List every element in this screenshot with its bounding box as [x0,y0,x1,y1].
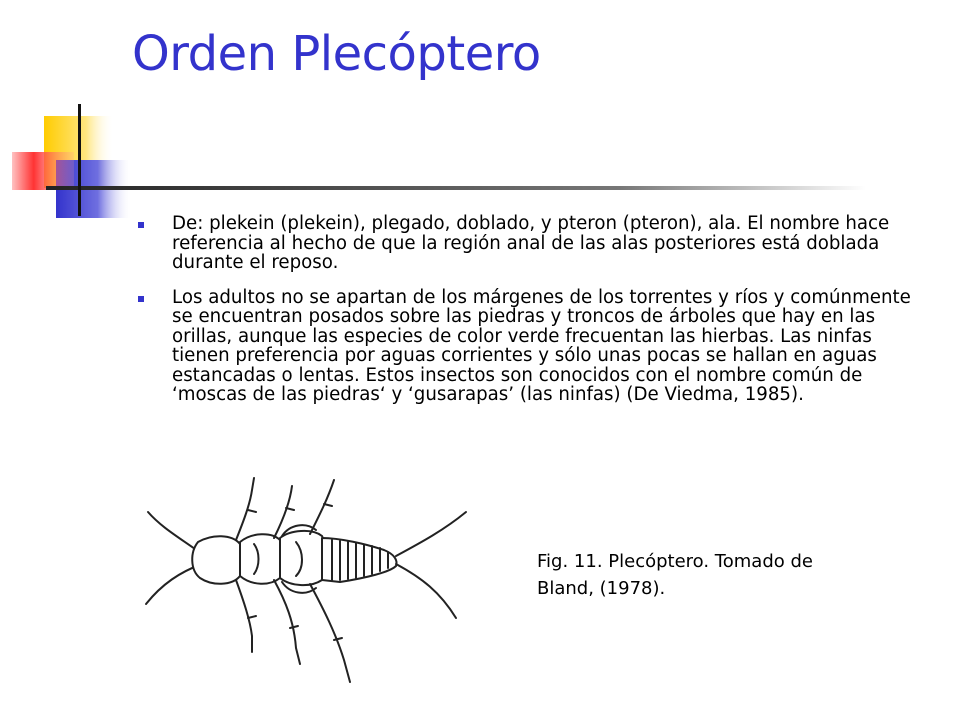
deco-vertical-rule [78,104,81,216]
deco-horizontal-rule [46,186,866,190]
stonefly-nymph-illustration [140,468,490,718]
bullet-item [135,288,935,405]
bullet-item [135,214,935,273]
slide-title: Orden Plecóptero [132,26,541,82]
bullet-list [135,214,935,420]
bullet-text: Los adultos no se apartan de los márgenes de los torrentes y ríos y comúnmente se encuentran posados sobre las piedras y troncos de árboles que hay en las orillas, aunque las especies de color verde frecuentan las hierbas. Las ninfas tienen preferencia por aguas corrientes y sólo unas pocas se hallan en aguas estancadas o lentas. Estos insectos son conocidos con el nombre común de ‘moscas de las piedras‘ y ‘gusarapas’ (las ninfas) (De Viedma, 1985). [172,286,911,405]
bullet-square-icon [138,296,144,302]
bullet-text: De: plekein (plekein), plegado, doblado, y pteron (pteron), ala. El nombre hace referencia al hecho de que la región anal de las alas posteriores está doblada durante el reposo. [172,213,890,273]
slide-decoration [0,100,900,220]
deco-red-square [12,152,74,190]
bullet-square-icon [138,222,144,228]
figure-caption: Fig. 11. Plecóptero. Tomado de Bland, (1978). [537,551,813,599]
